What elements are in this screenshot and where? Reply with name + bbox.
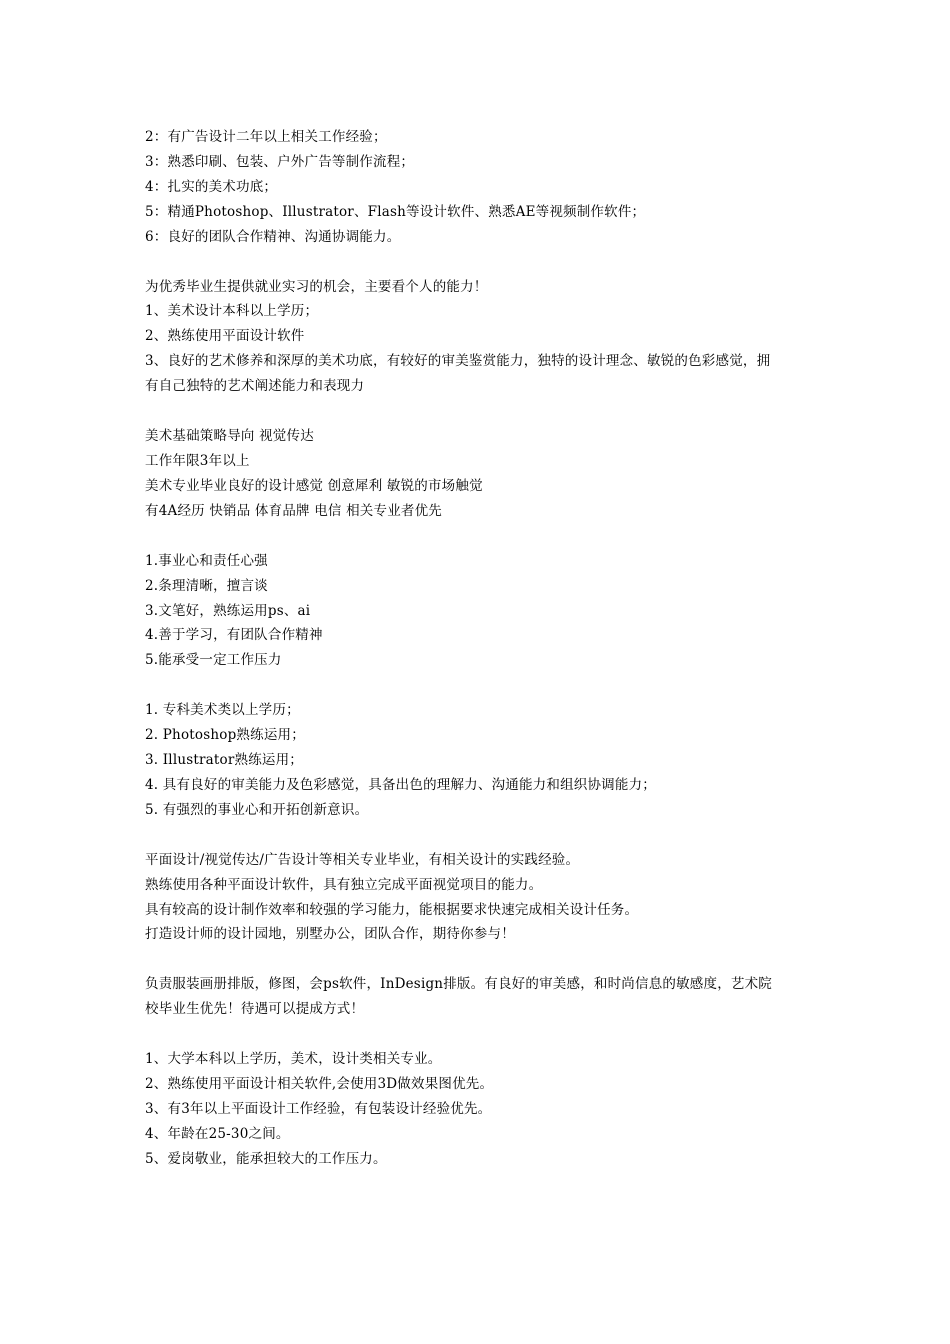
document-page <box>145 125 815 1197</box>
text-line: 3. Illustrator熟练运用； <box>145 752 303 769</box>
requirements-block-2 <box>145 275 815 400</box>
text-line: 3、良好的艺术修养和深厚的美术功底，有较好的审美鉴赏能力，独特的设计理念、敏锐的色彩感觉，拥 <box>145 353 771 370</box>
text-line: 5.能承受一定工作压力 <box>145 652 282 669</box>
text-line: 3.文笔好，熟练运用ps、ai <box>145 602 311 619</box>
requirements-block-4 <box>145 549 815 674</box>
text-line: 4、年龄在25-30之间。 <box>145 1125 290 1142</box>
requirements-block-6 <box>145 848 815 948</box>
text-line: 2、熟练使用平面设计相关软件,会使用3D做效果图优先。 <box>145 1076 494 1093</box>
text-line: 熟练使用各种平面设计软件，具有独立完成平面视觉项目的能力。 <box>145 876 543 893</box>
text-line: 2、熟练使用平面设计软件 <box>145 328 305 345</box>
text-line: 工作年限3年以上 <box>145 452 250 469</box>
text-line: 3、有3年以上平面设计工作经验，有包装设计经验优先。 <box>145 1101 492 1117</box>
text-line: 打造设计师的设计园地，别墅办公，团队合作，期待你参与！ <box>145 926 515 943</box>
text-line: 美术专业毕业良好的设计感觉 创意犀利 敏锐的市场触觉 <box>145 477 483 494</box>
text-line: 4. 具有良好的审美能力及色彩感觉，具备出色的理解力、沟通能力和组织协调能力； <box>145 776 656 793</box>
text-line: 平面设计/视觉传达/广告设计等相关专业毕业，有相关设计的实践经验。 <box>145 851 580 868</box>
requirements-block-5 <box>145 698 815 823</box>
text-line: 具有较高的设计制作效率和较强的学习能力，能根据要求快速完成相关设计任务。 <box>145 901 639 918</box>
text-line: 负责服装画册排版，修图，会ps软件，InDesign排版。有良好的审美感，和时尚信息的敏感度，艺术院 <box>145 976 772 993</box>
requirements-block-3 <box>145 424 815 524</box>
requirements-block-7 <box>145 972 815 1022</box>
text-line: 1、大学本科以上学历，美术，设计类相关专业。 <box>145 1051 442 1068</box>
text-line: 5、爱岗敬业，能承担较大的工作压力。 <box>145 1150 387 1167</box>
text-line: 5. 有强烈的事业心和开拓创新意识。 <box>145 801 369 818</box>
text-line: 2：有广告设计二年以上相关工作经验； <box>145 129 387 145</box>
text-line: 5：精通Photoshop、Illustrator、Flash等设计软件、熟悉AE等视频制作软件； <box>145 203 646 220</box>
text-line: 2. Photoshop熟练运用； <box>145 727 305 744</box>
text-line: 1. 专科美术类以上学历； <box>145 702 300 719</box>
text-line: 3：熟悉印刷、包装、户外广告等制作流程； <box>145 153 415 170</box>
text-line: 2.条理清晰，擅言谈 <box>145 577 268 594</box>
text-line: 4：扎实的美术功底； <box>145 178 278 195</box>
text-line: 校毕业生优先！待遇可以提成方式！ <box>145 1001 365 1018</box>
requirements-block-1 <box>145 125 815 250</box>
text-line: 4.善于学习，有团队合作精神 <box>145 627 323 644</box>
text-line: 1、美术设计本科以上学历； <box>145 303 319 320</box>
requirements-block-8 <box>145 1047 815 1172</box>
text-line: 6：良好的团队合作精神、沟通协调能力。 <box>145 228 401 245</box>
text-line: 美术基础策略导向 视觉传达 <box>145 428 314 445</box>
text-line: 1.事业心和责任心强 <box>145 552 268 569</box>
text-line: 有4A经历 快销品 体育品牌 电信 相关专业者优先 <box>145 502 443 519</box>
text-line: 为优秀毕业生提供就业实习的机会，主要看个人的能力！ <box>145 278 488 295</box>
text-line: 有自己独特的艺术阐述能力和表现力 <box>145 378 365 395</box>
